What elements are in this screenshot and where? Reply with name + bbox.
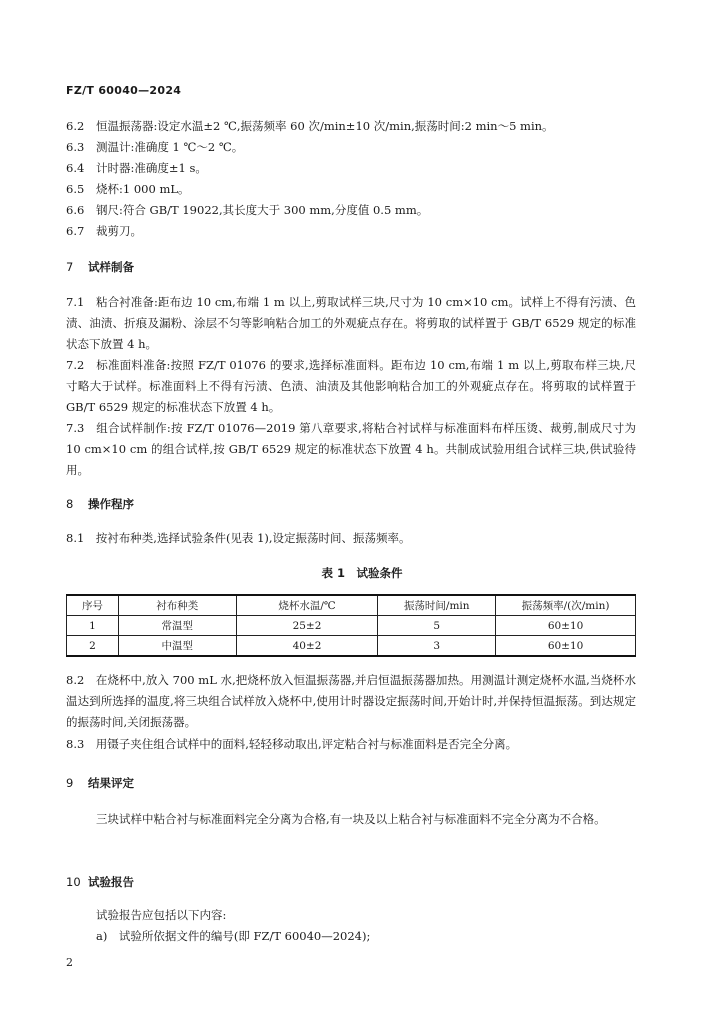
column-header: 振荡频率/(次/min) [496, 595, 636, 616]
clause-number: 6.5 [66, 182, 85, 196]
clause-number: 6.7 [66, 224, 85, 238]
report-item-a: a) 试验所依据文件的编号(即 FZ/T 60040—2024); [96, 929, 371, 943]
table-cell: 60±10 [496, 636, 636, 657]
table-cell: 25±2 [236, 616, 378, 636]
column-header: 烧杯水温/℃ [236, 595, 378, 616]
page-number: 2 [66, 956, 73, 969]
clause-6-2 [66, 118, 554, 134]
clause-7-1: 7.1 粘合衬准备:距布边 10 cm,布端 1 m 以上,剪取试样三块,尺寸为 10 cm×10 cm。试样上不得有污渍、色渍、油渍、折痕及漏粉、涂层不匀等影响粘合加工的外观疵点存在。将剪取的试样置于 GB/T 6529 规定的标准状态下放置 4 h。 [66, 295, 636, 351]
clause-7-2: 7.2 标准面料准备:按照 FZ/T 01076 的要求,选择标准面料。距布边 10 cm,布端 1 m 以上,剪取布样三块,尺寸略大于试样。标准面料上不得有污渍、色渍、油渍及其他影响粘合加工的外观疵点存在。将剪取的试样置于 GB/T 6529 规定的标准状态下放置 4 h。 [66, 358, 636, 414]
table-row [67, 636, 636, 657]
table-cell: 中温型 [118, 636, 236, 657]
clause-text: 恒温振荡器:设定水温±2 ℃,振荡频率 60 次/min±10 次/min,振荡时间:2 min～5 min。 [96, 119, 554, 133]
section-number: 10 [66, 875, 81, 889]
clause-number: 6.3 [66, 140, 85, 154]
clause-6-4 [66, 160, 207, 176]
section-number: 7 [66, 260, 74, 274]
column-header: 序号 [67, 595, 119, 616]
column-header: 衬布种类 [118, 595, 236, 616]
clause-6-3 [66, 139, 243, 155]
clause-6-5 [66, 181, 190, 197]
table-cell: 2 [67, 636, 119, 657]
section-title: 结果评定 [88, 776, 134, 790]
clause-9-text: 三块试样中粘合衬与标准面料完全分离为合格,有一块及以上粘合衬与标准面料不完全分离为不合格。 [96, 812, 606, 826]
section-title: 试样制备 [88, 260, 134, 274]
standard-code-header: FZ/T 60040—2024 [66, 84, 182, 97]
clause-text: 裁剪刀。 [96, 224, 142, 238]
clause-number: 6.6 [66, 203, 85, 217]
section-10-heading [66, 874, 134, 890]
table-row [67, 616, 636, 636]
clause-6-6 [66, 202, 428, 218]
test-conditions-table [66, 594, 636, 657]
section-9-heading [66, 775, 134, 791]
table-cell: 1 [67, 616, 119, 636]
clause-text: 计时器:准确度±1 s。 [96, 161, 207, 175]
clause-text: 烧杯:1 000 mL。 [96, 182, 190, 196]
section-number: 9 [66, 776, 74, 790]
clause-text: 测温计:准确度 1 ℃～2 ℃。 [96, 140, 244, 154]
table-cell: 3 [378, 636, 496, 657]
clause-7-3: 7.3 组合试样制作:按 FZ/T 01076—2019 第八章要求,将粘合衬试样与标准面料布样压烫、裁剪,制成尺寸为 10 cm×10 cm 的组合试样,按 GB/T 6529 规定的标准状态下放置 4 h。共制成试验用组合试样三块,供试验待用。 [66, 421, 636, 477]
section-7-heading [66, 259, 134, 275]
clause-8-1: 8.1 按衬布种类,选择试验条件(见表 1),设定振荡时间、振荡频率。 [66, 531, 411, 545]
clause-text: 钢尺:符合 GB/T 19022,其长度大于 300 mm,分度值 0.5 mm。 [96, 203, 429, 217]
table-1-title: 表 1 试验条件 [321, 566, 403, 580]
clause-10-text: 试验报告应包括以下内容: [96, 908, 227, 922]
clause-number: 6.2 [66, 119, 85, 133]
clause-8-3: 8.3 用镊子夹住组合试样中的面料,轻轻移动取出,评定粘合衬与标准面料是否完全分离。 [66, 737, 518, 751]
section-number: 8 [66, 497, 74, 511]
table-cell: 常温型 [118, 616, 236, 636]
clause-number: 6.4 [66, 161, 85, 175]
table-header-row [67, 595, 636, 616]
section-8-heading [66, 496, 134, 512]
table-cell: 5 [378, 616, 496, 636]
column-header: 振荡时间/min [378, 595, 496, 616]
table-cell: 60±10 [496, 616, 636, 636]
section-title: 操作程序 [88, 497, 134, 511]
section-title: 试验报告 [88, 875, 134, 889]
table-cell: 40±2 [236, 636, 378, 657]
clause-6-7 [66, 223, 142, 239]
clause-8-2: 8.2 在烧杯中,放入 700 mL 水,把烧杯放入恒温振荡器,并启恒温振荡器加热。用测温计测定烧杯水温,当烧杯水温达到所选择的温度,将三块组合试样放入烧杯中,使用计时器设定振荡时间,开始计时,并保持恒温振荡。到达规定的振荡时间,关闭振荡器。 [66, 673, 636, 729]
